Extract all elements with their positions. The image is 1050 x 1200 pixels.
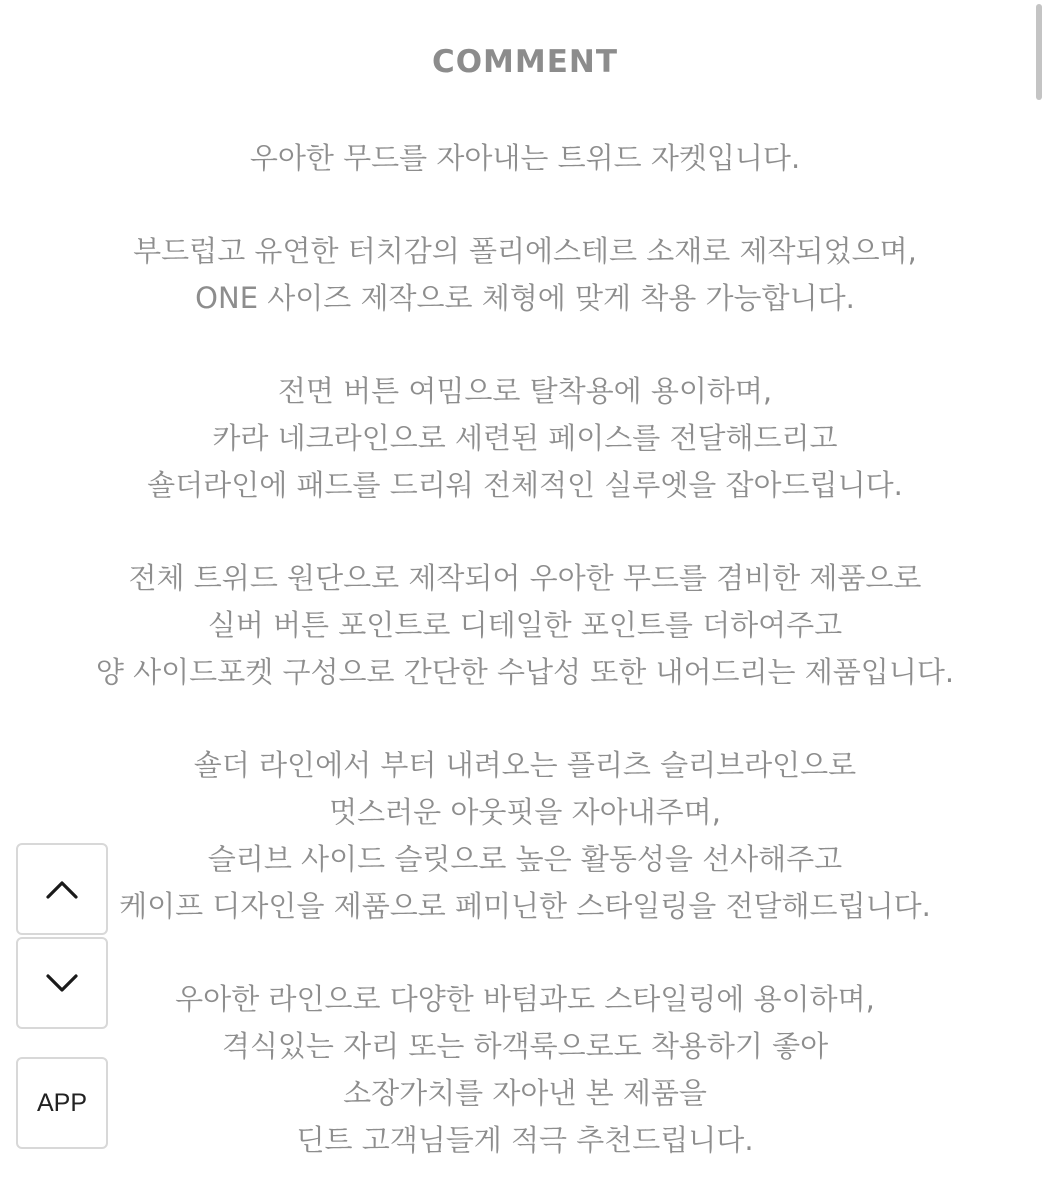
description-line: 우아한 무드를 자아내는 트위드 자켓입니다. <box>249 141 801 175</box>
description-line: 부드럽고 유연한 터치감의 폴리에스테르 소재로 제작되었으며, <box>133 234 917 268</box>
description-line: 격식있는 자리 또는 하객룩으로도 착용하기 좋아 <box>221 1029 829 1063</box>
description-line: 멋스러운 아웃핏을 자아내주며, <box>329 795 721 829</box>
description-line: 양 사이드포켓 구성으로 간단한 수납성 또한 내어드리는 제품입니다. <box>95 655 955 689</box>
description-line: 슬리브 사이드 슬릿으로 높은 활동성을 선사해주고 <box>207 842 843 876</box>
description-line: 전체 트위드 원단으로 제작되어 우아한 무드를 겸비한 제품으로 <box>128 561 922 595</box>
description-paragraph <box>0 742 1050 930</box>
chevron-up-icon <box>45 878 79 900</box>
description-line: 딘트 고객님들게 적극 추천드립니다. <box>296 1123 754 1157</box>
description-line: 숄더라인에 패드를 드리워 전체적인 실루엣을 잡아드립니다. <box>147 468 903 502</box>
app-button[interactable] <box>16 1057 108 1149</box>
description-line: 실버 버튼 포인트로 디테일한 포인트를 더하여주고 <box>207 608 843 642</box>
product-description <box>0 135 1050 1200</box>
description-line: 카라 네크라인으로 세련된 페이스를 전달해드리고 <box>212 421 838 455</box>
description-paragraph <box>0 368 1050 509</box>
description-line: 숄더 라인에서 부터 내려오는 플리츠 슬리브라인으로 <box>193 748 857 782</box>
description-paragraph <box>0 976 1050 1164</box>
scroll-bottom-button[interactable] <box>16 937 108 1029</box>
scrollbar-thumb[interactable] <box>1036 4 1042 100</box>
description-paragraph <box>0 135 1050 182</box>
description-line: ONE 사이즈 제작으로 체형에 맞게 착용 가능합니다. <box>195 281 855 315</box>
app-button-label: APP <box>36 1088 88 1117</box>
description-line: 우아한 라인으로 다양한 바텀과도 스타일링에 용이하며, <box>175 982 875 1016</box>
scroll-top-button[interactable] <box>16 843 108 935</box>
section-heading: COMMENT <box>431 44 619 80</box>
chevron-down-icon <box>45 972 79 994</box>
description-line: 소장가치를 자아낸 본 제품을 <box>343 1076 707 1110</box>
description-line: 케이프 디자인을 제품으로 페미닌한 스타일링을 전달해드립니다. <box>119 889 931 923</box>
description-paragraph <box>0 555 1050 696</box>
description-paragraph <box>0 228 1050 322</box>
description-line: 전면 버튼 여밈으로 탈착용에 용이하며, <box>277 374 773 408</box>
